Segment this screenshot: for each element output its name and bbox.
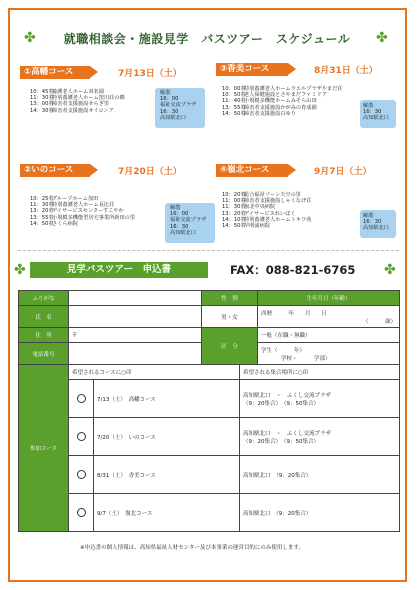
course-heading-reihoku: ④嶺北コース: [216, 164, 288, 177]
dismissal-note-takahata: 解散 16：00 福祉交流プラザ 16：30 高知駅北口: [160, 90, 197, 121]
radio-circle-icon: [77, 508, 86, 517]
gender-label: 性 別: [202, 291, 258, 306]
section-divider: [18, 250, 399, 251]
course-option-circle[interactable]: [69, 494, 94, 532]
privacy-footnote: ※申込書の個人情報は、高知県福祉人材センター及び本事業の運営目的にのみ使用します。: [80, 545, 304, 551]
dismissal-note-kami: 解散 16：30 高知駅北口: [363, 103, 389, 122]
meeting-option-reihoku[interactable]: 高知駅北口 （9：20集合）: [240, 494, 400, 532]
address-field[interactable]: 〒: [69, 328, 202, 343]
division-general-field[interactable]: 一般（在職・無職）: [258, 328, 400, 343]
course-schedule-takahata: 10：45着養護老人ホーム双名園 11：30着特別養護老人ホーム窪川荘の郷 13：00着障害者支援施設せらぎ里 14：30着障害者支援施設オイコニア: [30, 89, 125, 114]
course-date-ino: 7月20日（土）: [118, 167, 182, 177]
furigana-field[interactable]: [69, 291, 202, 306]
meeting-option-ino[interactable]: 高知駅北口 ・ ふくし交流プラザ （9：20集合） （9：50集合）: [240, 418, 400, 456]
division-label: 区 分: [202, 328, 258, 365]
course-date-kami: 8月31日（土）: [314, 66, 378, 76]
clover-icon: ✤: [14, 262, 26, 278]
division-student-field[interactable]: 学生（ 年） 学校・ 学部）: [258, 343, 400, 365]
name-field[interactable]: [69, 306, 202, 328]
course-option-ino[interactable]: 7/20（土） いのコース: [94, 418, 240, 456]
course-option-reihoku[interactable]: 9/7（土） 嶺北コース: [94, 494, 240, 532]
course-option-circle[interactable]: [69, 380, 94, 418]
course-heading-ino: ②いのコース: [20, 164, 90, 177]
fax-number: FAX：088-821-6765: [230, 263, 356, 277]
clover-icon: ✤: [24, 30, 36, 46]
furigana-label: ふりがな: [19, 291, 69, 306]
birth-label: 生年月日（年齢）: [258, 291, 400, 306]
meeting-option-takahata[interactable]: 高知駅北口 ・ ふくし交流プラザ （9：20集合） （9：50集合）: [240, 380, 400, 418]
name-label: 氏 名: [19, 306, 69, 328]
page-title: 就職相談会・施設見学 バスツアー スケジュール: [63, 32, 351, 46]
course-heading-takahata: ①高幡コース: [20, 66, 90, 79]
application-heading: 見学バスツアー 申込書: [30, 262, 208, 278]
course-option-circle[interactable]: [69, 456, 94, 494]
dismissal-note-reihoku: 解散 16：30 高知駅北口: [363, 213, 389, 232]
course-label: 参加コース: [19, 365, 69, 532]
clover-icon: ✤: [376, 30, 388, 46]
radio-circle-icon: [77, 432, 86, 441]
course-option-takahata[interactable]: 7/13（土） 高幡コース: [94, 380, 240, 418]
application-form: [18, 290, 400, 532]
course-schedule-kami: 10：00着特別養護老人ホームウエルプラザやまだ荘 10：50着老人保健施設とさやまだファミリア 11：40着小規模多機能ホームみそら山田 13：55着障害者支援施設かがみの育成園 14：50着障害者支援施設白ゆり: [222, 86, 343, 117]
meeting-header: 希望される集合場所に○印: [240, 365, 400, 380]
course-option-kami[interactable]: 8/31（土） 香美コース: [94, 456, 240, 494]
course-date-takahata: 7月13日（土）: [118, 69, 182, 79]
phone-field[interactable]: [69, 343, 202, 365]
course-date-reihoku: 9月7日（土）: [314, 167, 372, 177]
radio-circle-icon: [77, 470, 86, 479]
clover-icon: ✤: [384, 262, 396, 278]
course-heading-kami: ③香美コース: [216, 63, 288, 76]
gender-field[interactable]: 男・女: [202, 306, 258, 328]
address-label: 住 所: [19, 328, 69, 343]
phone-label: 電話番号: [19, 343, 69, 365]
course-header: 希望されるコースに○印: [69, 365, 240, 380]
course-option-circle[interactable]: [69, 418, 94, 456]
dismissal-note-ino: 解散 16：00 福祉交流プラザ 16：30 高知駅北口: [170, 205, 207, 236]
page-title-row: [12, 28, 402, 48]
birth-field[interactable]: 西暦 年 月 日 （ 歳）: [258, 306, 400, 328]
radio-circle-icon: [77, 394, 86, 403]
course-schedule-ino: 10：25着グループホーム加田 11：30着特別養護老人ホーム長比荘 13：20着デイサービスセンターすこやか 13：55着小規模多機能型居宅事業所新田の里 14：50着さくら病院: [30, 196, 136, 227]
course-schedule-reihoku: 10：20着総合福祉ゾーン天空の里 11：00着障害者支援施設しゃくなげ荘 11：30着嶺北中央病院 13：20着デイサービスれいほく 14：10着特別養護老人ホームトキワ苑 14：50着早明浦病院: [222, 192, 312, 230]
meeting-option-kami[interactable]: 高知駅北口 （9：20集合）: [240, 456, 400, 494]
